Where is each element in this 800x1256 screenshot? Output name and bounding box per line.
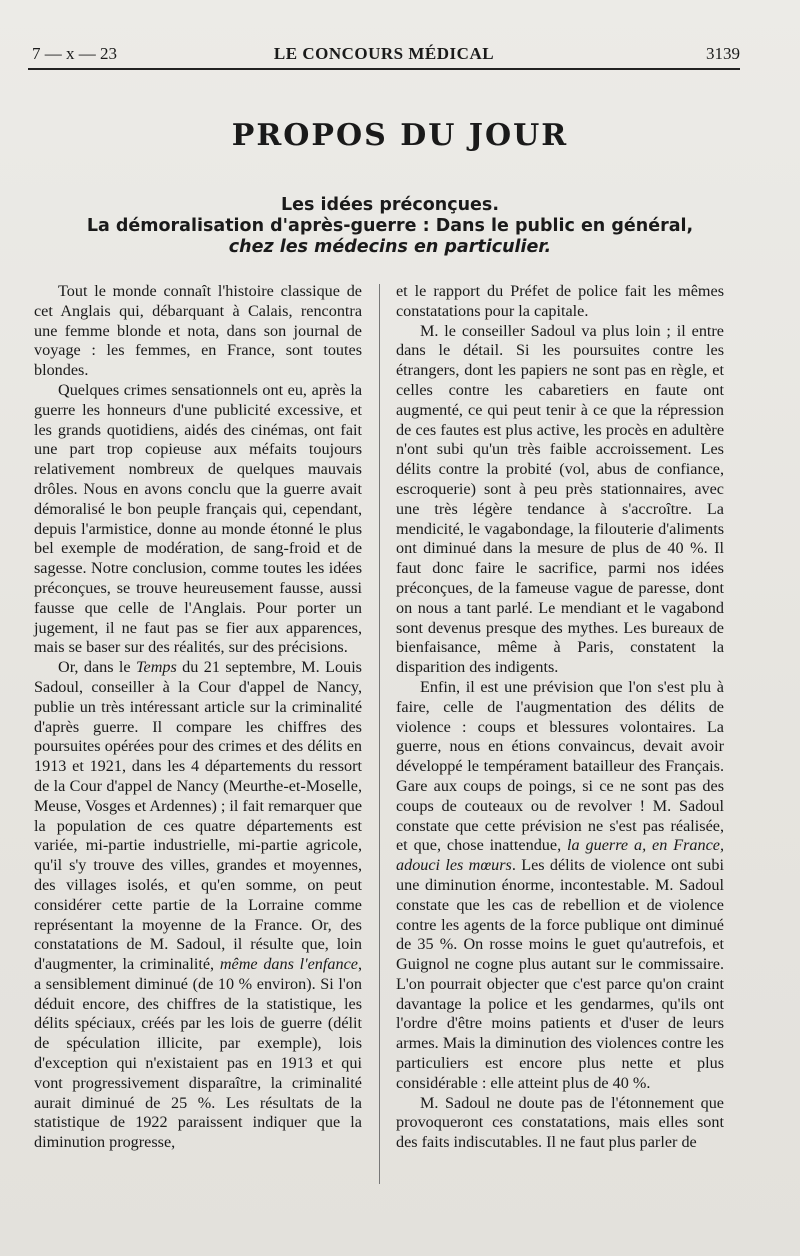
paragraph: et le rapport du Préfet de police fait les mêmes constatations pour la capitale. — [396, 282, 724, 320]
paragraph: M. Sadoul ne doute pas de l'étonnement que provoqueront ces constatations, mais elles sont des faits indiscutables. Il ne faut plus parler de — [396, 1093, 724, 1152]
left-column — [34, 282, 362, 1153]
paragraph: Quelques crimes sensationnels ont eu, après la guerre les honneurs d'une publicité excessive, et les grands quotidiens, aidés des cinémas, ont fait une part trop copieuse aux méfaits toujours relativement nombreux de quelques mauvais drôles. Nous en avons conclu que la guerre avait démoralisé le bon peuple français qui, cependant, depuis l'armistice, donne au monde étonné le plus bel exemple de modération, de sang-froid et de sagesse. Notre conclusion, comme toutes les idées préconçues, se trouve heureusement fausse, aussi fausse que celle de l'Anglais. Pour porter un jugement, il ne faut pas se fier aux apparences, mais se baser sur des réalités, sur des précisions. — [34, 380, 362, 657]
italic-run: même dans l'enfance — [219, 955, 358, 974]
text-run: Enfin, il est une prévision que l'on s'est plu à faire, celle de l'augmentation des délits de violence : coups et blessures volontaires. La guerre, nous en étions convaincus, devait avoir développé le tempérament batailleur des Français. Gare aux coups de poings, si ce ne sont pas des coups de couteaux ou de revolver ! M. Sadoul constate que cette prévision ne s'est pas réalisée, et que, chose inattendue, — [396, 677, 724, 855]
text-run: . Les délits de violence ont subi une diminution énorme, incontestable. M. Sadoul constate que les cas de rebellion et de violence contre les agents de la force publique ont diminué de 35 %. On rosse moins le guet qu'autrefois, et Guignol ne cogne plus autant sur le commissaire. L'on pourrait objecter que c'est parce qu'on craint davantage la police et les gendarmes, qu'ils ont l'ordre d'être moins patients et d'user de leurs armes. Mais la diminution des violences contre les particuliers est encore plus nette et plus considérable : elle atteint plus de 40 %. — [396, 856, 724, 1092]
headline-line-2: La démoralisation d'après-guerre : Dans le public en général, — [86, 216, 694, 236]
italic-run: Temps — [136, 658, 177, 677]
paragraph: M. le conseiller Sadoul va plus loin ; il entre dans le détail. Si les poursuites contre les étrangers, dont les papiers ne sont pas en règle, et celles contre les cabaretiers en faute ont augmenté, ce qui peut tenir à ce que la répression de ces fautes est plus active, les procès en adultère n'ont subi qu'un très faible accroissement. Les délits contre la probité (vol, abus de confiance, escroquerie) sont à peu près stationnaires, avec une très légère tendance à s'accroître. La mendicité, le vagabondage, la filouterie d'aliments ont diminué dans la mesure de plus de 40 %. Il faut donc faire le sacrifice, parmi nos idées préconçues, de la fameuse vague de paresse, dont on nous a tant parlé. Le mendiant et le vagabond sont devenus presque des mythes. Les bureaux de bienfaisance, même à Paris, constatent la disparition des indigents. — [396, 321, 724, 677]
text-run: du 21 septembre, M. Louis Sadoul, conseiller à la Cour d'appel de Nancy, publie un très intéressant article sur la criminalité d'après guerre. Il compare les chiffres des poursuites opérées pour des crimes et des délits en 1913 et 1921, dans les 4 départements du ressort de la Cour d'appel de Nancy (Meurthe-et-Moselle, Meuse, Vosges et Ardennes) ; il fait remarquer que la population de ces quatre départements est variée, mi-partie industrielle, mi-partie agricole, qu'il s'y trouve des villes, grandes et moyennes, des villages isolés, et qu'en somme, on peut considérer cette partie de la Lorraine comme représentant la moyenne de la France. Or, des constatations de M. Sadoul, il résulte que, loin d'augmenter, la criminalité, — [34, 658, 363, 974]
column-divider — [379, 284, 380, 1184]
headline-line-1: Les idées préconçues. — [281, 195, 499, 215]
right-column — [396, 282, 724, 1153]
running-head — [28, 44, 740, 70]
paragraph: Tout le monde connaît l'histoire classique de cet Anglais qui, débarquant à Calais, rencontra une femme blonde et nota, dans son journal de voyage : les femmes, en France, sont toutes blondes. — [34, 282, 362, 380]
article-headline — [40, 195, 740, 258]
text-run: , a sensiblement diminué (de 10 % environ). Si l'on déduit encore, des chiffres de la statistique, les délits spéciaux, créés par les lois de guerre (délit de spéculation illicite, par exemple), lois d'exception qui n'existaient pas en 1913 et qui vont progressivement disparaître, la criminalité aurait diminué de 25 %. Les résultats de la statistique de 1922 paraissent indiquer que la diminution progresse, — [34, 955, 362, 1152]
section-title: PROPOS DU JOUR — [231, 118, 569, 153]
page-number: 3139 — [706, 44, 740, 63]
italic-run: la guerre a, en France, adouci les mœurs — [396, 836, 724, 875]
paragraph — [396, 678, 724, 1094]
paragraph — [34, 658, 362, 1153]
issue-date: 7 — x — 23 — [32, 44, 117, 63]
headline-line-3: chez les médecins en particulier. — [228, 237, 552, 257]
journal-title: LE CONCOURS MÉDICAL — [273, 44, 495, 63]
text-run: Or, dans le — [58, 658, 136, 677]
